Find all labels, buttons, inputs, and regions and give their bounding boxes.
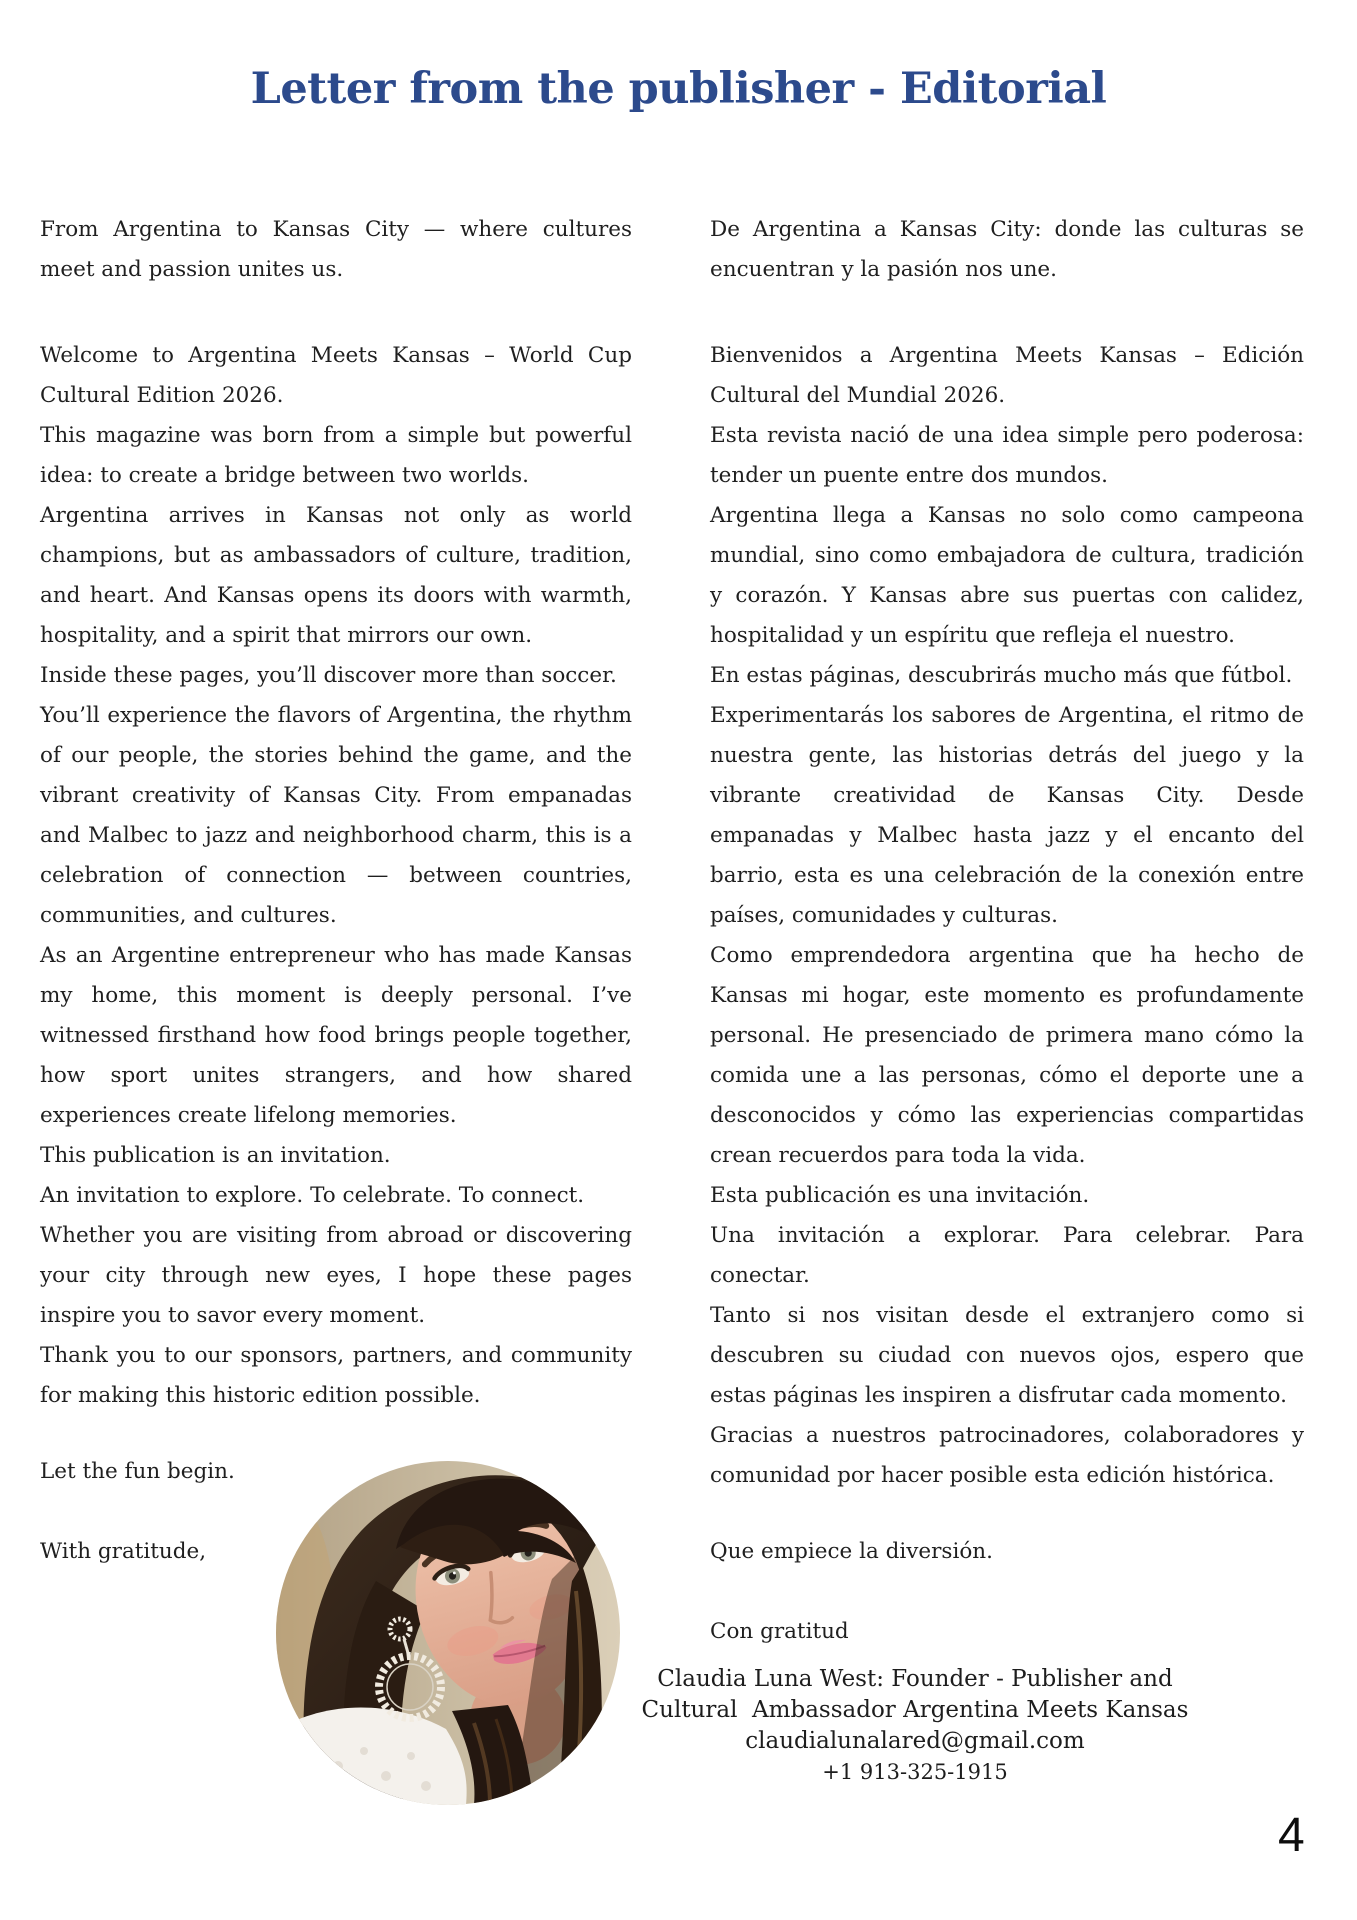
paragraph-es-9: Gracias a nuestros patrocinadores, colaboradores y comunidad por hacer posible esta edición histórica. [710,1423,1304,1488]
spanish-column [710,210,1304,1652]
paragraph-en-6: This publication is an invitation. [40,1143,391,1168]
paragraph-en-7: An invitation to explore. To celebrate. To connect. [40,1183,585,1208]
page-number: 4 [1278,1809,1305,1862]
paragraph-es-8: Tanto si nos visitan desde el extranjero como si descubren su ciudad con nuevos ojos, espero que estas páginas les inspiren a disfrutar cada momento. [710,1303,1304,1408]
paragraph-en-0: Welcome to Argentina Meets Kansas – World Cup Cultural Edition 2026. [40,343,632,408]
paragraph-es-0: Bienvenidos a Argentina Meets Kansas – Edición Cultural del Mundial 2026. [710,343,1304,408]
paragraph-en-5: As an Argentine entrepreneur who has made Kansas my home, this moment is deeply personal. I’ve witnessed firsthand how food brings people together, how sport unites strangers, and how shared experiences create lifelong memories. [40,943,632,1128]
paragraph-en-3: Inside these pages, you’ll discover more than soccer. [40,663,617,688]
paragraph-en-4: You’ll experience the flavors of Argentina, the rhythm of our people, the stories behind the game, and the vibrant creativity of Kansas City. From empanadas and Malbec to jazz and neighborhood charm, this is a celebration of connection — between countries, communities, and cultures. [40,703,632,928]
signature-role-2: Cultural Ambassador Argentina Meets Kansas [641,1697,1189,1723]
page-title: Letter from the publisher - Editorial [250,64,1107,114]
paragraph-es-2: Argentina llega a Kansas no solo como campeona mundial, sino como embajadora de cultura, tradición y corazón. Y Kansas abre sus puertas con calidez, hospitalidad y un espíritu que refleja el nuestro. [710,503,1304,648]
paragraph-es-6: Esta publicación es una invitación. [710,1183,1090,1208]
signature-phone: +1 913-325-1915 [822,1760,1008,1784]
signature-email: claudialunalared@gmail.com [745,1728,1085,1754]
paragraph-en-1: This magazine was born from a simple but powerful idea: to create a bridge between two worlds. [40,423,632,488]
signature-name-role: Claudia Luna West: Founder - Publisher and [657,1666,1173,1692]
paragraph-en-9: Thank you to our sponsors, partners, and community for making this historic edition possible. [40,1343,632,1408]
closing-en-gratitude: With gratitude, [40,1539,207,1564]
closing-es-fun: Que empiece la diversión. [710,1539,993,1564]
paragraph-es-3: En estas páginas, descubrirás mucho más que fútbol. [710,663,1293,688]
paragraph-es-1: Esta revista nació de una idea simple pero poderosa: tender un puente entre dos mundos. [710,423,1304,488]
publisher-photo [276,1461,620,1805]
paragraph-es-4: Experimentarás los sabores de Argentina, el ritmo de nuestra gente, las historias detrás del juego y la vibrante creatividad de Kansas City. Desde empanadas y Malbec hasta jazz y el encanto del barrio, esta es una celebración de la conexión entre países, comunidades y culturas. [710,703,1304,928]
closing-en-fun: Let the fun begin. [40,1459,235,1484]
publisher-photo-image [276,1461,620,1805]
paragraph-en-2: Argentina arrives in Kansas not only as world champions, but as ambassadors of culture, tradition, and heart. And Kansas opens its doors with warmth, hospitality, and a spirit that mirrors our own. [40,503,632,648]
paragraph-es-7: Una invitación a explorar. Para celebrar. Para conectar. [710,1223,1304,1288]
signature-block [615,1664,1215,1788]
paragraph-en-intro: From Argentina to Kansas City — where cultures meet and passion unites us. [40,217,632,282]
paragraph-en-8: Whether you are visiting from abroad or discovering your city through new eyes, I hope these pages inspire you to savor every moment. [40,1223,632,1328]
closing-es-gratitude: Con gratitud [710,1619,849,1644]
paragraph-es-5: Como emprendedora argentina que ha hecho de Kansas mi hogar, este momento es profundamente personal. He presenciado de primera mano cómo la comida une a las personas, cómo el deporte une a desconocidos y cómo las experiencias compartidas crean recuerdos para toda la vida. [710,943,1304,1168]
paragraph-es-intro: De Argentina a Kansas City: donde las culturas se encuentran y la pasión nos une. [710,217,1304,282]
english-column [40,210,632,1572]
